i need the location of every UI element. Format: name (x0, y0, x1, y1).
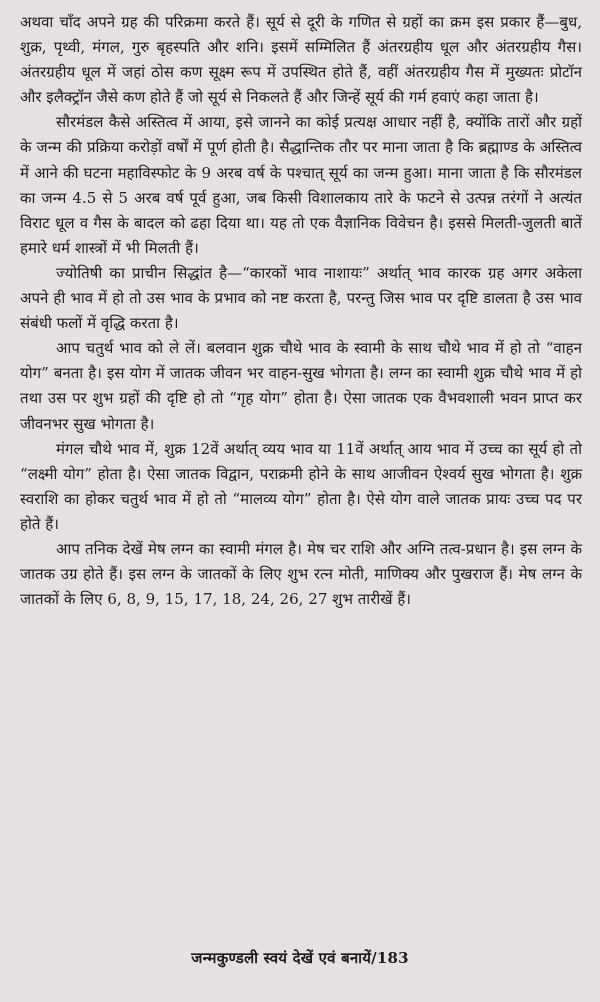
paragraph-lakshmi-malavya-yoga: मंगल चौथे भाव में, शुक्र 12वें अर्थात् व्यय भाव या 11वें अर्थात् आय भाव में उच्च का सूर्य हो तो “लक्ष्मी योग” होता है। ऐसा जातक विद्वान, पराक्रमी होने के साथ आजीवन ऐश्वर्य सुख भोगता है। शुक्र स्वराशि का होकर चतुर्थ भाव में हो तो “मालव्य योग” होता है। ऐसे योग वाले जातक प्रायः उच्च पद पर होते हैं। (20, 439, 582, 533)
body-text (20, 10, 582, 612)
paragraph-mesh-lagna: आप तनिक देखें मेष लग्न का स्वामी मंगल है। मेष चर राशि और अग्नि तत्व-प्रधान है। इस लग्न के जातक उग्र होते हैं। इस लग्न के जातकों के लिए शुभ रत्न मोती, माणिक्य और पुखराज हैं। मेष लग्न के जातकों के लिए 6, 8, 9, 15, 17, 18, 24, 26, 27 शुभ तारीखें हैं। (20, 539, 582, 609)
paragraph-fourth-house: आप चतुर्थ भाव को ले लें। बलवान शुक्र चौथे भाव के स्वामी के साथ चौथे भाव में हो तो “वाहन योग” बनता है। इस योग में जातक जीवन भर वाहन-सुख भोगता है। लग्न का स्वामी शुक्र चौथे भाव में हो तथा उस पर शुभ ग्रहों की दृष्टि हो तो “गृह योग” होता है। ऐसा जातक एक वैभवशाली भवन प्राप्त कर जीवनभर सुख भोगता है। (20, 339, 582, 433)
paragraph-astrology-principle: ज्योतिषी का प्राचीन सिद्धांत है—“कारकों भाव नाशायः” अर्थात् भाव कारक ग्रह अगर अकेला अपने ही भाव में हो तो उस भाव के प्रभाव को नष्ट करता है, परन्तु जिस भाव पर दृष्टि डालता है उस भाव संबंधी फलों में वृद्धि करता है। (20, 263, 582, 333)
paragraph-solar-system-origin: सौरमंडल कैसे अस्तित्व में आया, इसे जानने का कोई प्रत्यक्ष आधार नहीं है, क्योंकि तारों और ग्रहों के जन्म की प्रक्रिया करोड़ों वर्षों में पूर्ण होती है। सैद्धान्तिक तौर पर माना जाता है कि ब्रह्माण्ड के अस्तित्व में आने की घटना महाविस्फोट के 9 अरब वर्ष के पश्चात् सूर्य का जन्म हुआ। माना जाता है कि सौरमंडल का जन्म 4.5 से 5 अरब वर्ष पूर्व हुआ, जब किसी विशालकाय तारे के फटने से उत्पन्न तरंगों ने अत्यंत विराट धूल व गैस के बादल को ढहा दिया था। यह तो एक वैज्ञानिक विवेचन है। इससे मिलती-जुलती बातें हमारे धर्म शास्त्रों में भी मिलती हैं। (20, 113, 582, 257)
page-footer: जन्मकुण्डली स्वयं देखें एवं बनायें/183 (191, 949, 409, 967)
paragraph-solar-system-planets: अथवा चाँद अपने ग्रह की परिक्रमा करते हैं। सूर्य से दूरी के गणित से ग्रहों का क्रम इस प्रकार हैं—बुध, शुक्र, पृथ्वी, मंगल, गुरु बृहस्पति और शनि। इसमें सम्मिलित हैं अंतरग्रहीय धूल और अंतरग्रहीय गैस। अंतरग्रहीय धूल में जहां ठोस कण सूक्ष्म रूप में उपस्थित होते हैं, वहीं अंतरग्रहीय गैस में मुख्यतः प्रोटॉन और इलैक्ट्रॉन जैसे कण होते हैं जो सूर्य से निकलते हैं और जिन्हें सूर्य की गर्म हवाएं कहा जाता है। (20, 13, 582, 107)
